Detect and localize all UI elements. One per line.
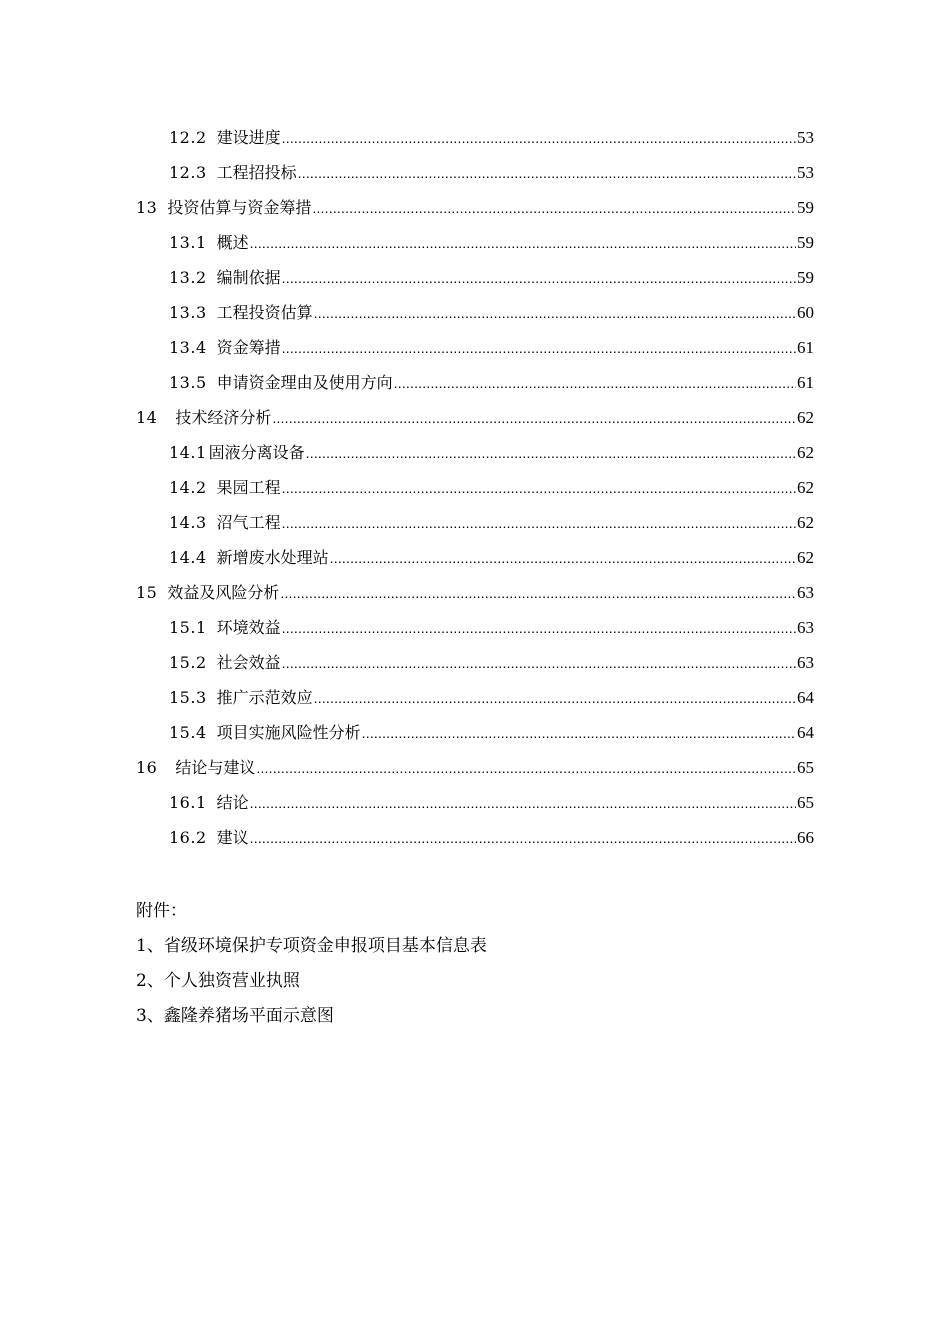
toc-entry-number: 14.3 — [169, 513, 207, 532]
toc-entry-title: 投资估算与资金筹措 — [167, 198, 312, 217]
toc-entry-title: 推广示范效应 — [216, 688, 313, 707]
toc-entry-title: 概述 — [216, 233, 249, 252]
toc-entry-title: 社会效益 — [216, 653, 281, 672]
toc-entry-number: 13 — [136, 198, 158, 217]
toc-entry[interactable] — [136, 470, 814, 505]
toc-entry[interactable] — [136, 645, 814, 680]
attachments-section — [136, 894, 816, 1034]
toc-entry[interactable] — [136, 785, 814, 820]
toc-entry-title: 环境效益 — [216, 618, 281, 637]
toc-dot-leader — [362, 716, 796, 751]
toc-entry-number: 16.2 — [169, 828, 207, 847]
toc-dot-leader — [314, 681, 796, 716]
toc-entry[interactable] — [136, 505, 814, 540]
toc-entry-number: 14 — [136, 408, 158, 427]
toc-entry-title: 技术经济分析 — [175, 408, 272, 427]
toc-entry-title: 固液分离设备 — [208, 443, 305, 462]
toc-dot-leader — [298, 156, 796, 191]
toc-dot-leader — [282, 506, 796, 541]
toc-entry-number: 14.4 — [169, 548, 207, 567]
toc-entry-page: 65 — [797, 758, 814, 777]
toc-entry[interactable] — [136, 330, 814, 365]
toc-entry[interactable] — [136, 435, 814, 470]
toc-entry[interactable] — [136, 295, 814, 330]
toc-dot-leader — [280, 576, 796, 611]
toc-entry-title: 新增废水处理站 — [216, 548, 329, 567]
toc-entry-page: 53 — [797, 128, 814, 147]
toc-entry-title: 沼气工程 — [216, 513, 281, 532]
attachment-item: 1、省级环境保护专项资金申报项目基本信息表 — [136, 936, 487, 956]
toc-entry[interactable] — [136, 610, 814, 645]
toc-entry-page: 64 — [797, 688, 814, 707]
toc-entry-number: 15.1 — [169, 618, 207, 637]
toc-entry-page: 62 — [797, 408, 814, 427]
toc-entry-title: 编制依据 — [216, 268, 281, 287]
toc-entry-page: 65 — [797, 793, 814, 812]
toc-entry-page: 61 — [797, 338, 814, 357]
toc-entry-number: 13.3 — [169, 303, 207, 322]
toc-chapter[interactable] — [136, 575, 814, 610]
toc-entry-page: 59 — [797, 268, 814, 287]
toc-entry-page: 61 — [797, 373, 814, 392]
toc-entry[interactable] — [136, 365, 814, 400]
toc-dot-leader — [250, 786, 796, 821]
toc-entry-page: 59 — [797, 198, 814, 217]
toc-dot-leader — [282, 331, 796, 366]
toc-entry-number: 13.4 — [169, 338, 207, 357]
table-of-contents — [136, 120, 814, 855]
toc-entry-title: 效益及风险分析 — [167, 583, 280, 602]
toc-entry[interactable] — [136, 260, 814, 295]
toc-entry-page: 62 — [797, 478, 814, 497]
toc-dot-leader — [306, 436, 796, 471]
toc-entry-title: 资金筹措 — [216, 338, 281, 357]
toc-entry-page: 62 — [797, 548, 814, 567]
toc-dot-leader — [256, 751, 796, 786]
toc-entry-number: 15.2 — [169, 653, 207, 672]
toc-entry-number: 12.2 — [169, 128, 207, 147]
toc-entry-page: 59 — [797, 233, 814, 252]
toc-chapter[interactable] — [136, 190, 814, 225]
toc-dot-leader — [394, 366, 796, 401]
toc-entry-number: 16 — [136, 758, 158, 777]
toc-entry-title: 果园工程 — [216, 478, 281, 497]
toc-entry-page: 64 — [797, 723, 814, 742]
toc-entry-number: 13.5 — [169, 373, 207, 392]
toc-entry-title: 申请资金理由及使用方向 — [216, 373, 393, 392]
toc-entry-title: 工程投资估算 — [216, 303, 313, 322]
attachments-heading: 附件： — [136, 901, 187, 921]
toc-entry[interactable] — [136, 715, 814, 750]
toc-entry-page: 63 — [797, 653, 814, 672]
toc-chapter[interactable] — [136, 400, 814, 435]
toc-entry[interactable] — [136, 540, 814, 575]
toc-entry-number: 15.3 — [169, 688, 207, 707]
attachment-item: 3、鑫隆养猪场平面示意图 — [136, 1006, 334, 1026]
toc-entry-number: 14.1 — [169, 443, 207, 462]
toc-entry-number: 12.3 — [169, 163, 207, 182]
toc-entry[interactable] — [136, 120, 814, 155]
toc-entry-page: 62 — [797, 513, 814, 532]
toc-entry[interactable] — [136, 680, 814, 715]
toc-entry-number: 13.2 — [169, 268, 207, 287]
toc-entry-number: 16.1 — [169, 793, 207, 812]
toc-entry-page: 63 — [797, 618, 814, 637]
toc-entry[interactable] — [136, 820, 814, 855]
toc-entry-title: 建议 — [216, 828, 249, 847]
toc-dot-leader — [282, 611, 796, 646]
toc-dot-leader — [282, 261, 796, 296]
toc-entry-page: 66 — [797, 828, 814, 847]
toc-dot-leader — [250, 821, 796, 856]
toc-dot-leader — [272, 401, 796, 436]
toc-dot-leader — [312, 191, 796, 226]
toc-entry[interactable] — [136, 225, 814, 260]
toc-dot-leader — [330, 541, 796, 576]
toc-chapter[interactable] — [136, 750, 814, 785]
toc-entry-title: 结论与建议 — [175, 758, 256, 777]
toc-entry[interactable] — [136, 155, 814, 190]
toc-entry-number: 13.1 — [169, 233, 207, 252]
toc-entry-title: 项目实施风险性分析 — [216, 723, 361, 742]
toc-entry-number: 15.4 — [169, 723, 207, 742]
toc-entry-page: 53 — [797, 163, 814, 182]
toc-entry-title: 结论 — [216, 793, 249, 812]
toc-entry-page: 60 — [797, 303, 814, 322]
attachment-item: 2、个人独资营业执照 — [136, 971, 300, 991]
toc-entry-page: 62 — [797, 443, 814, 462]
toc-entry-number: 14.2 — [169, 478, 207, 497]
toc-dot-leader — [282, 471, 796, 506]
toc-dot-leader — [282, 646, 796, 681]
toc-entry-number: 15 — [136, 583, 158, 602]
toc-dot-leader — [250, 226, 796, 261]
toc-dot-leader — [282, 121, 796, 156]
toc-entry-title: 工程招投标 — [216, 163, 297, 182]
toc-entry-title: 建设进度 — [216, 128, 281, 147]
toc-entry-page: 63 — [797, 583, 814, 602]
toc-dot-leader — [314, 296, 796, 331]
